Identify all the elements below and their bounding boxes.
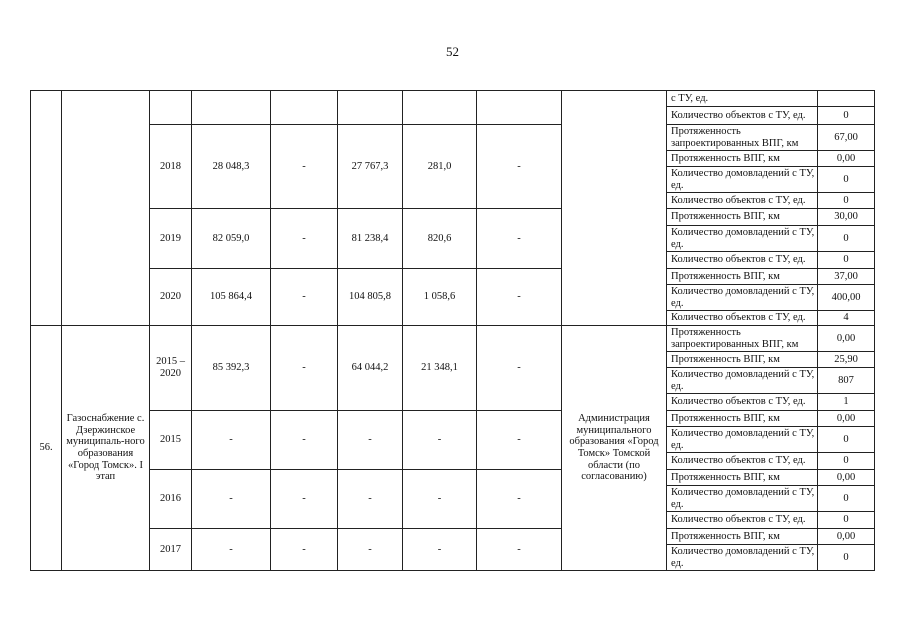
- indicator-name: Количество объектов с ТУ, ед.: [667, 311, 818, 326]
- indicator-value: 400,00: [818, 285, 875, 311]
- table-row: [31, 91, 875, 107]
- indicator-name: Количество объектов с ТУ, ед.: [667, 107, 818, 125]
- indicator-value: [818, 91, 875, 107]
- indicator-name: Количество домовладений с ТУ, ед.: [667, 427, 818, 453]
- other-cell: -: [477, 411, 562, 470]
- federal-cell: -: [271, 209, 338, 269]
- indicator-value: 4: [818, 311, 875, 326]
- indicator-value: 0,00: [818, 529, 875, 545]
- table-row: [31, 125, 875, 151]
- indicator-value: 0: [818, 107, 875, 125]
- local-cell: 1 058,6: [403, 269, 477, 326]
- total-cell: -: [192, 470, 271, 529]
- indicator-name: Протяженность ВПГ, км: [667, 470, 818, 486]
- indicator-name: Протяженность ВПГ, км: [667, 352, 818, 368]
- regional-cell: -: [338, 529, 403, 571]
- indicator-name: Протяженность ВПГ, км: [667, 269, 818, 285]
- indicator-value: 25,90: [818, 352, 875, 368]
- indicator-value: 37,00: [818, 269, 875, 285]
- indicator-name: Количество домовладений с ТУ, ед.: [667, 545, 818, 571]
- table-row: [31, 529, 875, 545]
- indicator-name: Количество объектов с ТУ, ед.: [667, 453, 818, 470]
- indicator-name: Количество домовладений с ТУ, ед.: [667, 486, 818, 512]
- executor: Администрация муниципального образования «Город Томск» Томской области (по согласованию): [562, 326, 667, 571]
- indicator-name: Количество объектов с ТУ, ед.: [667, 512, 818, 529]
- total-cell: -: [192, 411, 271, 470]
- indicator-name: Протяженность ВПГ, км: [667, 411, 818, 427]
- federal-cell: -: [271, 470, 338, 529]
- indicator-value: 67,00: [818, 125, 875, 151]
- table-row: [31, 411, 875, 427]
- other-cell: -: [477, 470, 562, 529]
- indicator-value: 0: [818, 167, 875, 193]
- year-cell: 2019: [150, 209, 192, 269]
- local-cell: 281,0: [403, 125, 477, 209]
- indicator-value: 0: [818, 193, 875, 209]
- regional-cell: -: [338, 411, 403, 470]
- indicator-name: Количество объектов с ТУ, ед.: [667, 394, 818, 411]
- indicator-name: Протяженность ВПГ, км: [667, 529, 818, 545]
- total-cell: -: [192, 529, 271, 571]
- federal-cell: -: [271, 125, 338, 209]
- item-number-cell-prev: [31, 91, 62, 326]
- indicator-name: Протяженность ВПГ, км: [667, 209, 818, 226]
- local-cell: -: [403, 470, 477, 529]
- page-number: 52: [446, 44, 459, 59]
- item-name-cell-prev: [62, 91, 150, 326]
- total-cell: [192, 91, 271, 125]
- total-cell: 105 864,4: [192, 269, 271, 326]
- other-cell: -: [477, 269, 562, 326]
- year-cell: 2020: [150, 269, 192, 326]
- item-name: Газоснабжение с. Дзержинское муниципаль-ного образования «Город Томск». I этап: [62, 326, 150, 571]
- regional-cell: 81 238,4: [338, 209, 403, 269]
- year-cell: 2016: [150, 470, 192, 529]
- indicator-value: 1: [818, 394, 875, 411]
- indicator-value: 0,00: [818, 411, 875, 427]
- indicator-value: 0: [818, 512, 875, 529]
- indicator-name: Количество домовладений с ТУ, ед.: [667, 285, 818, 311]
- indicator-name: Протяженность запроектированных ВПГ, км: [667, 125, 818, 151]
- year-cell: [150, 91, 192, 125]
- total-cell: 85 392,3: [192, 326, 271, 411]
- indicator-name: Количество объектов с ТУ, ед.: [667, 252, 818, 269]
- year-cell: 2015 – 2020: [150, 326, 192, 411]
- indicator-value: 807: [818, 368, 875, 394]
- indicator-name: Количество домовладений с ТУ, ед.: [667, 368, 818, 394]
- indicator-value: 0,00: [818, 326, 875, 352]
- program-table: [30, 90, 875, 571]
- indicator-value: 0: [818, 252, 875, 269]
- indicator-name: Протяженность запроектированных ВПГ, км: [667, 326, 818, 352]
- local-cell: -: [403, 411, 477, 470]
- indicator-name: с ТУ, ед.: [667, 91, 818, 107]
- federal-cell: -: [271, 269, 338, 326]
- table-row: [31, 209, 875, 226]
- regional-cell: [338, 91, 403, 125]
- total-cell: 82 059,0: [192, 209, 271, 269]
- year-cell: 2018: [150, 125, 192, 209]
- regional-cell: 64 044,2: [338, 326, 403, 411]
- indicator-value: 0: [818, 427, 875, 453]
- total-cell: 28 048,3: [192, 125, 271, 209]
- indicator-value: 0,00: [818, 470, 875, 486]
- local-cell: [403, 91, 477, 125]
- executor-cell-prev: [562, 91, 667, 326]
- federal-cell: -: [271, 326, 338, 411]
- other-cell: [477, 91, 562, 125]
- indicator-value: 0,00: [818, 151, 875, 167]
- table-row: [31, 326, 875, 352]
- other-cell: -: [477, 125, 562, 209]
- federal-cell: -: [271, 529, 338, 571]
- federal-cell: [271, 91, 338, 125]
- regional-cell: 27 767,3: [338, 125, 403, 209]
- indicator-value: 30,00: [818, 209, 875, 226]
- indicator-name: Количество домовладений с ТУ, ед.: [667, 167, 818, 193]
- year-cell: 2017: [150, 529, 192, 571]
- indicator-value: 0: [818, 545, 875, 571]
- local-cell: 21 348,1: [403, 326, 477, 411]
- other-cell: -: [477, 529, 562, 571]
- table-row: [31, 470, 875, 486]
- indicator-name: Количество домовладений с ТУ, ед.: [667, 226, 818, 252]
- indicator-value: 0: [818, 486, 875, 512]
- year-cell: 2015: [150, 411, 192, 470]
- other-cell: -: [477, 326, 562, 411]
- indicator-name: Количество объектов с ТУ, ед.: [667, 193, 818, 209]
- table-row: [31, 269, 875, 285]
- item-number: 56.: [31, 326, 62, 571]
- other-cell: -: [477, 209, 562, 269]
- indicator-value: 0: [818, 453, 875, 470]
- federal-cell: -: [271, 411, 338, 470]
- indicator-value: 0: [818, 226, 875, 252]
- local-cell: -: [403, 529, 477, 571]
- local-cell: 820,6: [403, 209, 477, 269]
- regional-cell: 104 805,8: [338, 269, 403, 326]
- indicator-name: Протяженность ВПГ, км: [667, 151, 818, 167]
- regional-cell: -: [338, 470, 403, 529]
